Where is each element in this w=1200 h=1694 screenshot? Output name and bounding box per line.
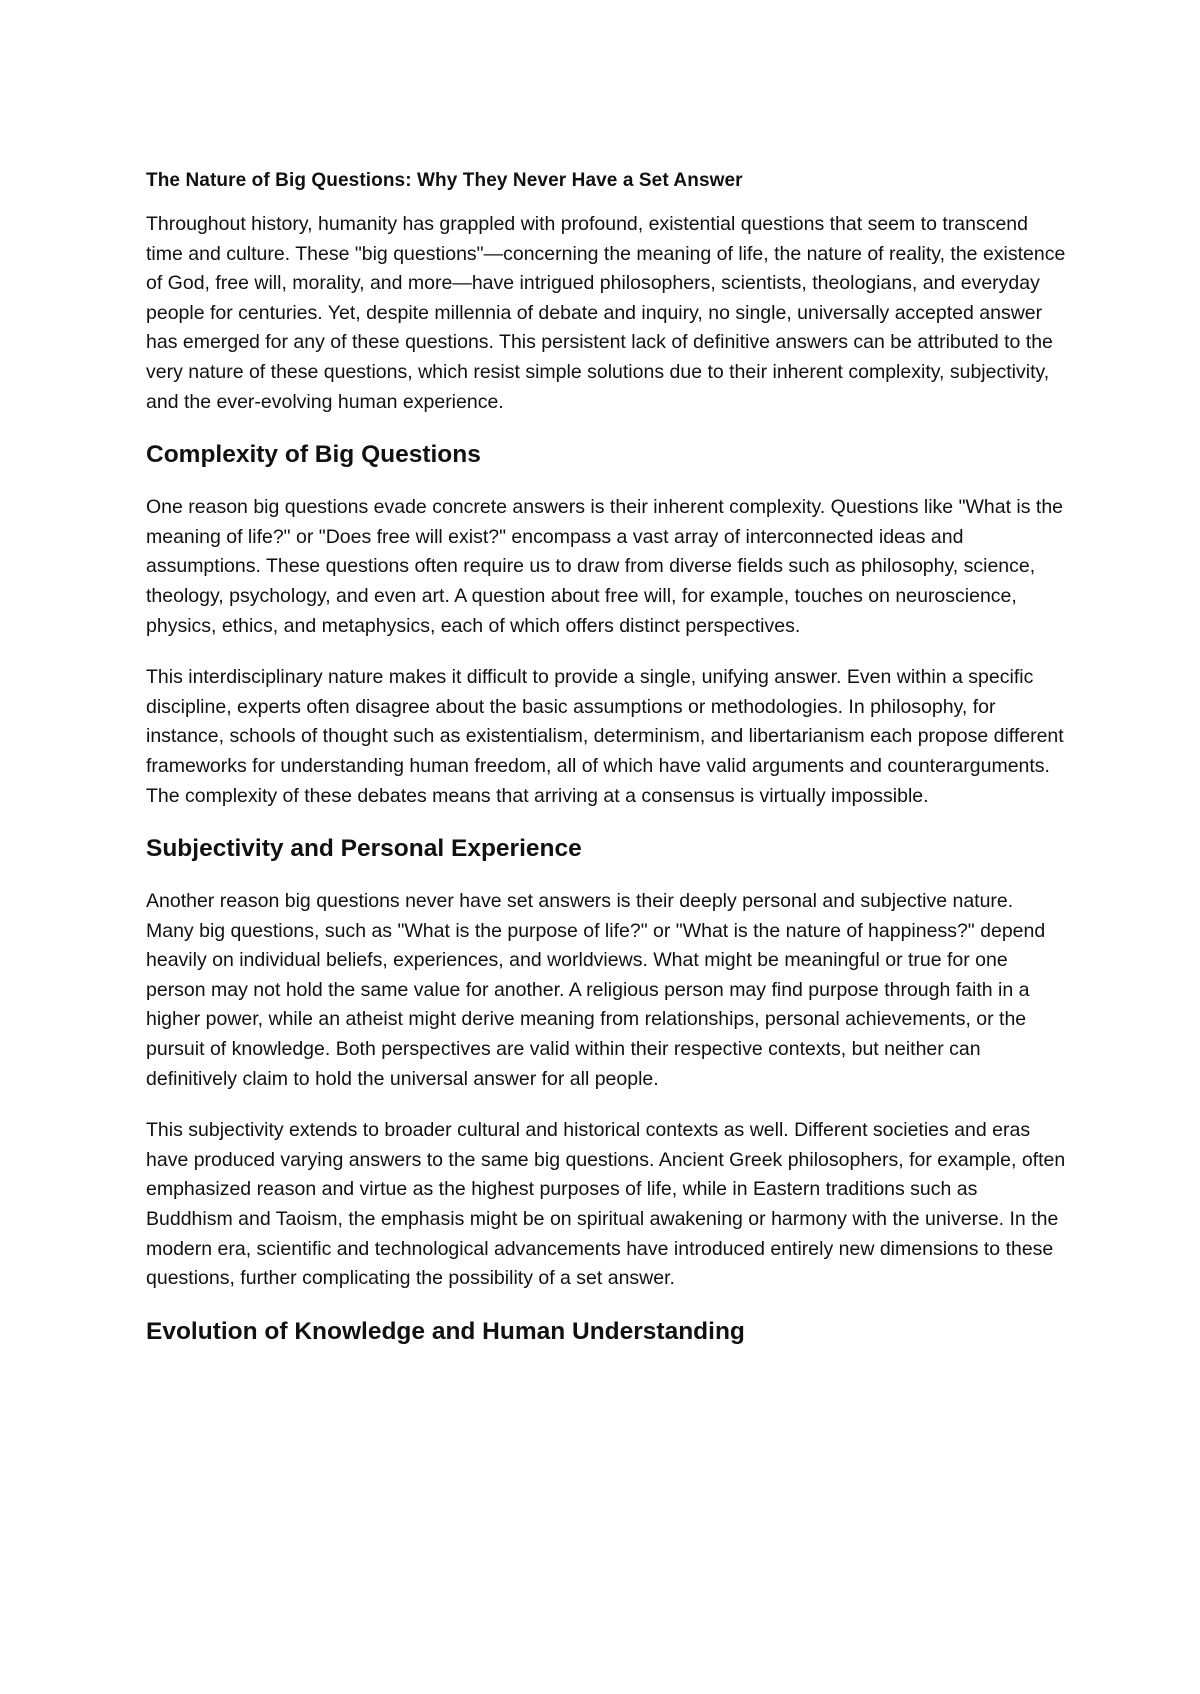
subjectivity-paragraph-2: This subjectivity extends to broader cultural and historical contexts as well. Different societies and eras have produced varying answers to the same big questions. Ancient Greek philosophers, for example, often emphasized reason and virtue as the highest purposes of life, while in Eastern traditions such as Buddhism and Taoism, the emphasis might be on spiritual awakening or harmony with the universe. In the modern era, scientific and technological advancements have introduced entirely new dimensions to these questions, further complicating the possibility of a set answer. [146, 1119, 1066, 1290]
section-heading-subjectivity: Subjectivity and Personal Experience [146, 835, 582, 863]
complexity-paragraph-2: This interdisciplinary nature makes it difficult to provide a single, unifying answer. Even within a specific discipline, experts often disagree about the basic assumptions or methodologies. In philosophy, for instance, schools of thought such as existentialism, determinism, and libertarianism each propose different frameworks for understanding human freedom, all of which have valid arguments and counterarguments. The complexity of these debates means that arriving at a consensus is virtually impossible. [146, 666, 1064, 807]
document-title: The Nature of Big Questions: Why They Never Have a Set Answer [146, 170, 743, 191]
subjectivity-paragraph-1: Another reason big questions never have set answers is their deeply personal and subjective nature. Many big questions, such as "What is the purpose of life?" or "What is the nature of happiness?" depend heavily on individual beliefs, experiences, and worldviews. What might be meaningful or true for one person may not hold the same value for another. A religious person may find purpose through faith in a higher power, while an atheist might derive meaning from relationships, personal achievements, or the pursuit of knowledge. Both perspectives are valid within their respective contexts, but neither can definitively claim to hold the universal answer for all people. [146, 890, 1046, 1090]
intro-paragraph: Throughout history, humanity has grappled with profound, existential questions that seem to transcend time and culture. These "big questions"—concerning the meaning of life, the nature of reality, the existence of God, free will, morality, and more—have intrigued philosophers, scientists, theologians, and everyday people for centuries. Yet, despite millennia of debate and inquiry, no single, universally accepted answer has emerged for any of these questions. This persistent lack of definitive answers can be attributed to the very nature of these questions, which resist simple solutions due to their inherent complexity, subjectivity, and the ever-evolving human experience. [146, 213, 1066, 413]
section-heading-complexity: Complexity of Big Questions [146, 441, 481, 469]
section-heading-evolution: Evolution of Knowledge and Human Understanding [146, 1317, 745, 1345]
complexity-paragraph-1: One reason big questions evade concrete answers is their inherent complexity. Questions like "What is the meaning of life?" or "Does free will exist?" encompass a vast array of interconnected ideas and assumptions. These questions often require us to draw from diverse fields such as philosophy, science, theology, psychology, and even art. A question about free will, for example, touches on neuroscience, physics, ethics, and metaphysics, each of which offers distinct perspectives. [146, 496, 1064, 637]
document-page [146, 168, 1066, 1370]
